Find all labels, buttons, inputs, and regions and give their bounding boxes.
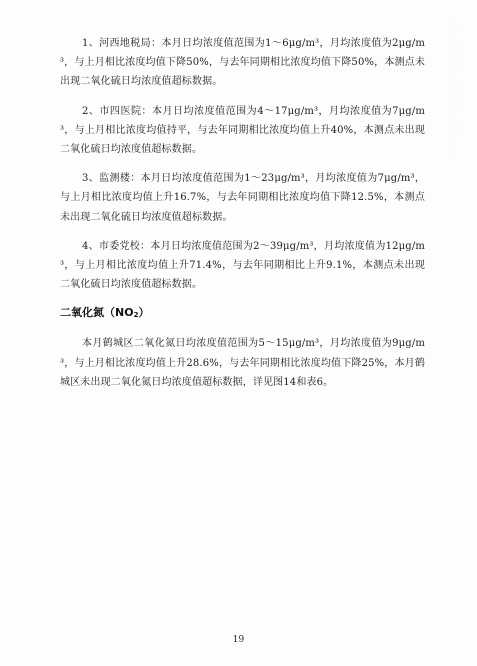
paragraph-hexi-tax-bureau: 1、河西地税局：本月日均浓度值范围为1～6μg/m³，月均浓度值为2μg/m³，与上月相比浓度均值下降50%，与去年同期相比浓度均值下降50%，本测点未出现二氧化硫日均浓度值超标数据。: [60, 38, 425, 88]
page-content: [60, 34, 425, 402]
section-heading-close: ）: [138, 306, 150, 320]
section-heading-text: 二氧化氮（NO: [60, 306, 134, 320]
section-heading-no2: [60, 304, 425, 324]
paragraph-city-fourth-hospital: 2、市四医院：本月日均浓度值范围为4～17μg/m³，月均浓度值为7μg/m³，与上月相比浓度均值持平，与去年同期相比浓度均值上升40%，本测点未出现二氧化硫日均浓度值超标数据。: [60, 105, 425, 156]
section-heading-subscript: 2: [133, 311, 139, 320]
paragraph-no2-summary: 本月鹤城区二氧化氮日均浓度值范围为5～15μg/m³，月均浓度值为9μg/m³，与上月相比浓度均值上升28.6%，与去年同期相比浓度均值下降25%，本月鹤城区未出现二氧化氮日均浓度值超标数据，详见图14和表6。: [60, 338, 425, 388]
scan-edge-mark: [439, 20, 459, 160]
paragraph-monitoring-building: 3、监测楼：本月日均浓度值范围为1～23μg/m³，月均浓度值为7μg/m³，与上月相比浓度均值上升16.7%，与去年同期相比浓度均值下降12.5%，本测点未出现二氧化硫日均浓度值超标数据。: [60, 173, 425, 223]
paragraph-party-school: 4、市委党校：本月日均浓度值范围为2～39μg/m³，月均浓度值为12μg/m³，与上月相比浓度均值上升71.4%，与去年同期相比上升9.1%，本测点未出现二氧化硫日均浓度值超标数据。: [60, 240, 425, 291]
page-number: 19: [232, 635, 245, 645]
